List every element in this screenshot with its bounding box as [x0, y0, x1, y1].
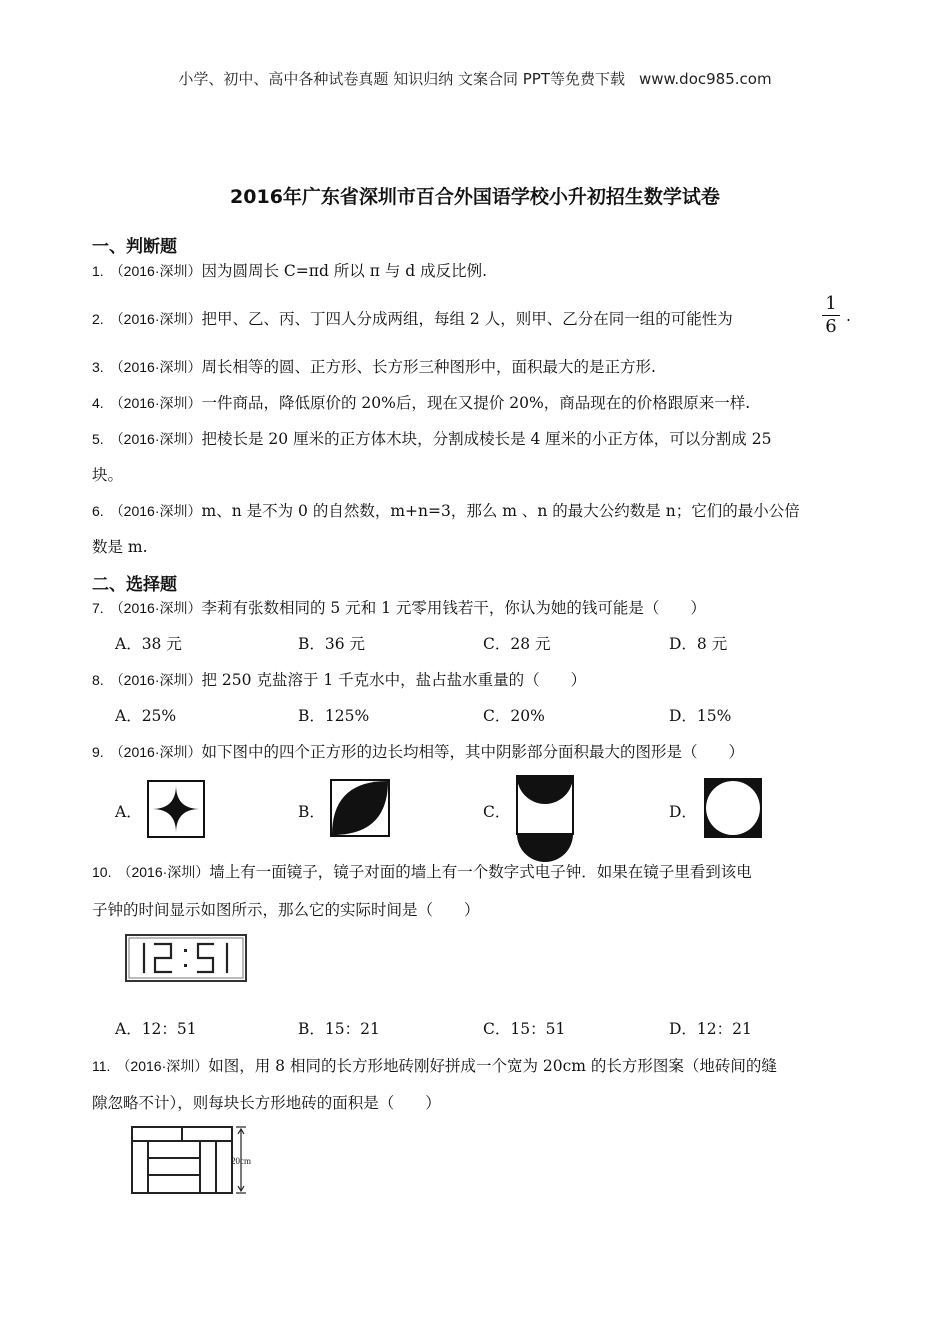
question-text: 因为圆周长 C=πd 所以 π 与 d 成反比例.	[201, 262, 488, 280]
question-text: m、n 是不为 0 的自然数，m+n=3，那么 m 、n 的最大公约数是 n；它们的最小公倍	[201, 502, 800, 520]
option-a[interactable]: A．	[115, 803, 142, 821]
figure-d-circle-corners-icon[interactable]	[704, 778, 762, 838]
option-c[interactable]: C．20%	[483, 707, 545, 725]
question-7	[92, 596, 706, 618]
digital-clock-figure	[125, 934, 247, 982]
section-heading-choice: 二、选择题	[92, 575, 177, 595]
option-c[interactable]: C．28 元	[483, 635, 551, 653]
question-5-continued: 块。	[92, 466, 124, 484]
question-10-continued: 子钟的时间显示如图所示，那么它的实际时间是（ ）	[92, 901, 480, 919]
question-2	[92, 307, 733, 329]
question-10	[92, 860, 752, 882]
page-banner	[0, 68, 950, 89]
question-8	[92, 668, 586, 690]
question-number: 7.	[92, 600, 104, 616]
question-number: 1.	[92, 263, 104, 279]
option-a[interactable]: A．38 元	[115, 635, 182, 653]
question-source: （2016·深圳）	[109, 744, 202, 760]
question-text: 如图，用 8 相同的长方形地砖刚好拼成一个宽为 20cm 的长方形图案（地砖间的缝	[208, 1057, 777, 1075]
question-source: （2016·深圳）	[109, 431, 202, 447]
banner-site[interactable]: www.doc985.com	[638, 70, 772, 88]
question-3	[92, 355, 656, 377]
question-text: 把甲、乙、丙、丁四人分成两组，每组 2 人，则甲、乙分在同一组的可能性为	[201, 310, 733, 328]
option-b[interactable]: B．36 元	[298, 635, 366, 653]
question-source: （2016·深圳）	[109, 263, 202, 279]
figure-a-star-icon[interactable]	[147, 780, 205, 838]
option-d[interactable]: D．8 元	[669, 635, 728, 653]
section-heading-judgement: 一、判断题	[92, 237, 177, 257]
fraction-denominator: 6	[825, 316, 837, 337]
page-title: 2016年广东省深圳市百合外国语学校小升初招生数学试卷	[230, 186, 720, 208]
question-11-continued: 隙忽略不计），则每块长方形地砖的面积是（ ）	[92, 1094, 441, 1112]
option-a[interactable]: A．25%	[115, 707, 177, 725]
question-text: 如下图中的四个正方形的边长均相等，其中阴影部分面积最大的图形是（ ）	[201, 743, 745, 761]
option-c[interactable]: C．15：51	[483, 1020, 566, 1038]
question-6-continued: 数是 m.	[92, 538, 148, 556]
figure-c-hourglass-icon[interactable]	[516, 775, 574, 835]
option-b[interactable]: B．	[298, 803, 325, 821]
option-d[interactable]: D．12：21	[669, 1020, 752, 1038]
question-number: 6.	[92, 503, 104, 519]
question-source: （2016·深圳）	[116, 1058, 209, 1074]
question-number: 10.	[92, 864, 112, 880]
question-text: 一件商品，降低原价的 20%后，现在又提价 20%，商品现在的价格跟原来一样.	[201, 394, 751, 412]
fraction-numerator: 1	[825, 293, 837, 314]
question-source: （2016·深圳）	[117, 864, 210, 880]
question-number: 9.	[92, 744, 104, 760]
question-number: 11.	[92, 1058, 111, 1074]
banner-text: 小学、初中、高中各种试卷真题 知识归纳 文案合同 PPT等免费下载	[178, 70, 625, 88]
question-text: 李莉有张数相同的 5 元和 1 元零用钱若干，你认为她的钱可能是（ ）	[201, 599, 706, 617]
option-d[interactable]: D．15%	[669, 707, 732, 725]
question-11	[92, 1054, 777, 1076]
question-source: （2016·深圳）	[109, 311, 202, 327]
fraction-one-sixth	[822, 294, 840, 337]
question-text: 墙上有一面镜子，镜子对面的墙上有一个数字式电子钟．如果在镜子里看到该电	[209, 863, 752, 881]
question-text: 把 250 克盐溶于 1 千克水中，盐占盐水重量的（ ）	[201, 671, 587, 689]
question-text: 把棱长是 20 厘米的正方体木块，分割成棱长是 4 厘米的小正方体，可以分割成 25	[201, 430, 772, 448]
option-a[interactable]: A．12：51	[115, 1020, 197, 1038]
question-source: （2016·深圳）	[109, 672, 202, 688]
question-number: 5.	[92, 431, 104, 447]
question-source: （2016·深圳）	[109, 503, 202, 519]
question-1	[92, 259, 487, 281]
question-number: 4.	[92, 395, 104, 411]
question-source: （2016·深圳）	[109, 395, 202, 411]
question-6	[92, 499, 800, 521]
figure-b-leaf-icon[interactable]	[330, 779, 390, 837]
question-9	[92, 740, 744, 762]
option-c[interactable]: C．	[483, 803, 511, 821]
option-b[interactable]: B．125%	[298, 707, 370, 725]
question-source: （2016·深圳）	[109, 600, 202, 616]
question-4	[92, 391, 750, 413]
question-number: 2.	[92, 311, 104, 327]
option-d[interactable]: D．	[669, 803, 697, 821]
question-5	[92, 427, 771, 449]
dimension-label: 20cm	[231, 1156, 251, 1166]
question-text: 周长相等的圆、正方形、长方形三种图形中，面积最大的是正方形.	[201, 358, 656, 376]
option-b[interactable]: B．15：21	[298, 1020, 380, 1038]
question-source: （2016·深圳）	[109, 359, 202, 375]
tile-pattern-figure	[130, 1125, 270, 1197]
question-number: 8.	[92, 672, 104, 688]
question-number: 3.	[92, 359, 104, 375]
question-2-tail: .	[846, 307, 851, 325]
